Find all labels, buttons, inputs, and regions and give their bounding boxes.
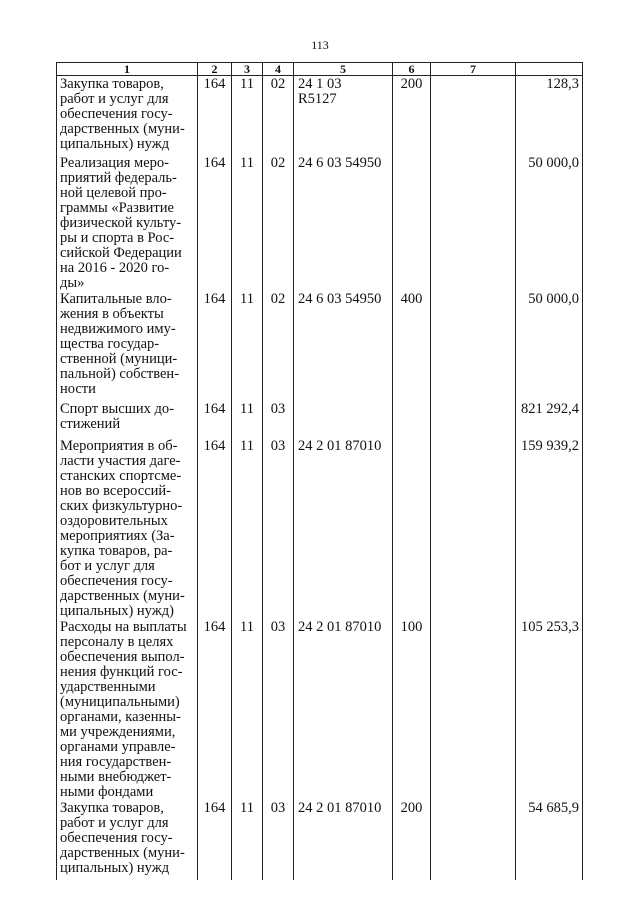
row-name: Закупка товаров, работ и услуг для обеспечения госу- дарственных (муни- ципальных) нужд	[57, 800, 198, 880]
row-target-article: 24 2 01 87010	[294, 438, 393, 619]
header-col-7: 7	[431, 63, 516, 76]
row-col-7	[431, 619, 516, 800]
row-subsection-code: 02	[263, 155, 294, 291]
row-target-article: 24 6 03 54950	[294, 155, 393, 291]
row-amount: 50 000,0	[516, 291, 583, 401]
row-section-code: 11	[232, 291, 263, 401]
row-expense-type	[393, 438, 431, 619]
header-col-4: 4	[263, 63, 294, 76]
table-row	[57, 76, 583, 155]
row-col-7	[431, 438, 516, 619]
row-target-article: 24 1 03 R5127	[294, 76, 393, 155]
row-amount: 54 685,9	[516, 800, 583, 880]
row-target-article: 24 2 01 87010	[294, 619, 393, 800]
row-ministry-code: 164	[198, 619, 232, 800]
budget-table	[56, 62, 583, 880]
header-col-1: 1	[57, 63, 198, 76]
row-amount: 821 292,4	[516, 401, 583, 438]
row-ministry-code: 164	[198, 438, 232, 619]
row-subsection-code: 02	[263, 76, 294, 155]
row-amount: 105 253,3	[516, 619, 583, 800]
table-row	[57, 619, 583, 800]
row-amount: 159 939,2	[516, 438, 583, 619]
row-col-7	[431, 155, 516, 291]
row-section-code: 11	[232, 155, 263, 291]
page-number: 113	[311, 38, 329, 52]
row-ministry-code: 164	[198, 291, 232, 401]
header-col-3: 3	[232, 63, 263, 76]
row-name: Мероприятия в об- ласти участия даге- станских спортсме- нов во всероссий- ских физкультурно- оздоровительных мероприятиях (За- купка товаров, ра- бот и услуг для обеспечения госу- дарственных (муни- ципальных) нужд)	[57, 438, 198, 619]
row-ministry-code: 164	[198, 155, 232, 291]
header-col-2: 2	[198, 63, 232, 76]
row-ministry-code: 164	[198, 401, 232, 438]
table-body	[57, 76, 583, 880]
row-subsection-code: 03	[263, 619, 294, 800]
row-name: Реализация меро- приятий федераль- ной целевой про- граммы «Развитие физической культу- ры и спорта в Рос- сийской Федерации на 2016 - 2020 го- ды»	[57, 155, 198, 291]
row-section-code: 11	[232, 401, 263, 438]
table-header-row	[57, 63, 583, 76]
row-subsection-code: 03	[263, 800, 294, 880]
row-target-article: 24 2 01 87010	[294, 800, 393, 880]
row-target-article: 24 6 03 54950	[294, 291, 393, 401]
row-ministry-code: 164	[198, 76, 232, 155]
row-section-code: 11	[232, 619, 263, 800]
row-expense-type: 400	[393, 291, 431, 401]
row-name: Расходы на выплаты персоналу в целях обеспечения выпол- нения функций гос- ударственными (муниципальными) органами, казенны- ми учреждениями, органами управле- ния государствен- ными внебюджет- ными фондами	[57, 619, 198, 800]
row-section-code: 11	[232, 800, 263, 880]
header-col-5: 5	[294, 63, 393, 76]
row-name: Закупка товаров, работ и услуг для обеспечения госу- дарственных (муни- ципальных) нужд	[57, 76, 198, 155]
row-amount: 50 000,0	[516, 155, 583, 291]
row-target-article	[294, 401, 393, 438]
row-subsection-code: 02	[263, 291, 294, 401]
table-row	[57, 800, 583, 880]
row-expense-type: 100	[393, 619, 431, 800]
row-section-code: 11	[232, 76, 263, 155]
row-col-7	[431, 76, 516, 155]
table-row	[57, 401, 583, 438]
row-name: Капитальные вло- жения в объекты недвижимого иму- щества государ- ственной (муници- пальной) собствен- ности	[57, 291, 198, 401]
row-col-7	[431, 291, 516, 401]
budget-table-container	[56, 62, 582, 880]
row-expense-type: 200	[393, 800, 431, 880]
row-subsection-code: 03	[263, 401, 294, 438]
header-col-8	[516, 63, 583, 76]
row-ministry-code: 164	[198, 800, 232, 880]
row-subsection-code: 03	[263, 438, 294, 619]
row-col-7	[431, 800, 516, 880]
row-expense-type	[393, 401, 431, 438]
table-row	[57, 155, 583, 291]
row-amount: 128,3	[516, 76, 583, 155]
row-section-code: 11	[232, 438, 263, 619]
row-expense-type: 200	[393, 76, 431, 155]
row-name: Спорт высших до- стижений	[57, 401, 198, 438]
row-expense-type	[393, 155, 431, 291]
header-col-6: 6	[393, 63, 431, 76]
table-row	[57, 438, 583, 619]
table-row	[57, 291, 583, 401]
row-col-7	[431, 401, 516, 438]
